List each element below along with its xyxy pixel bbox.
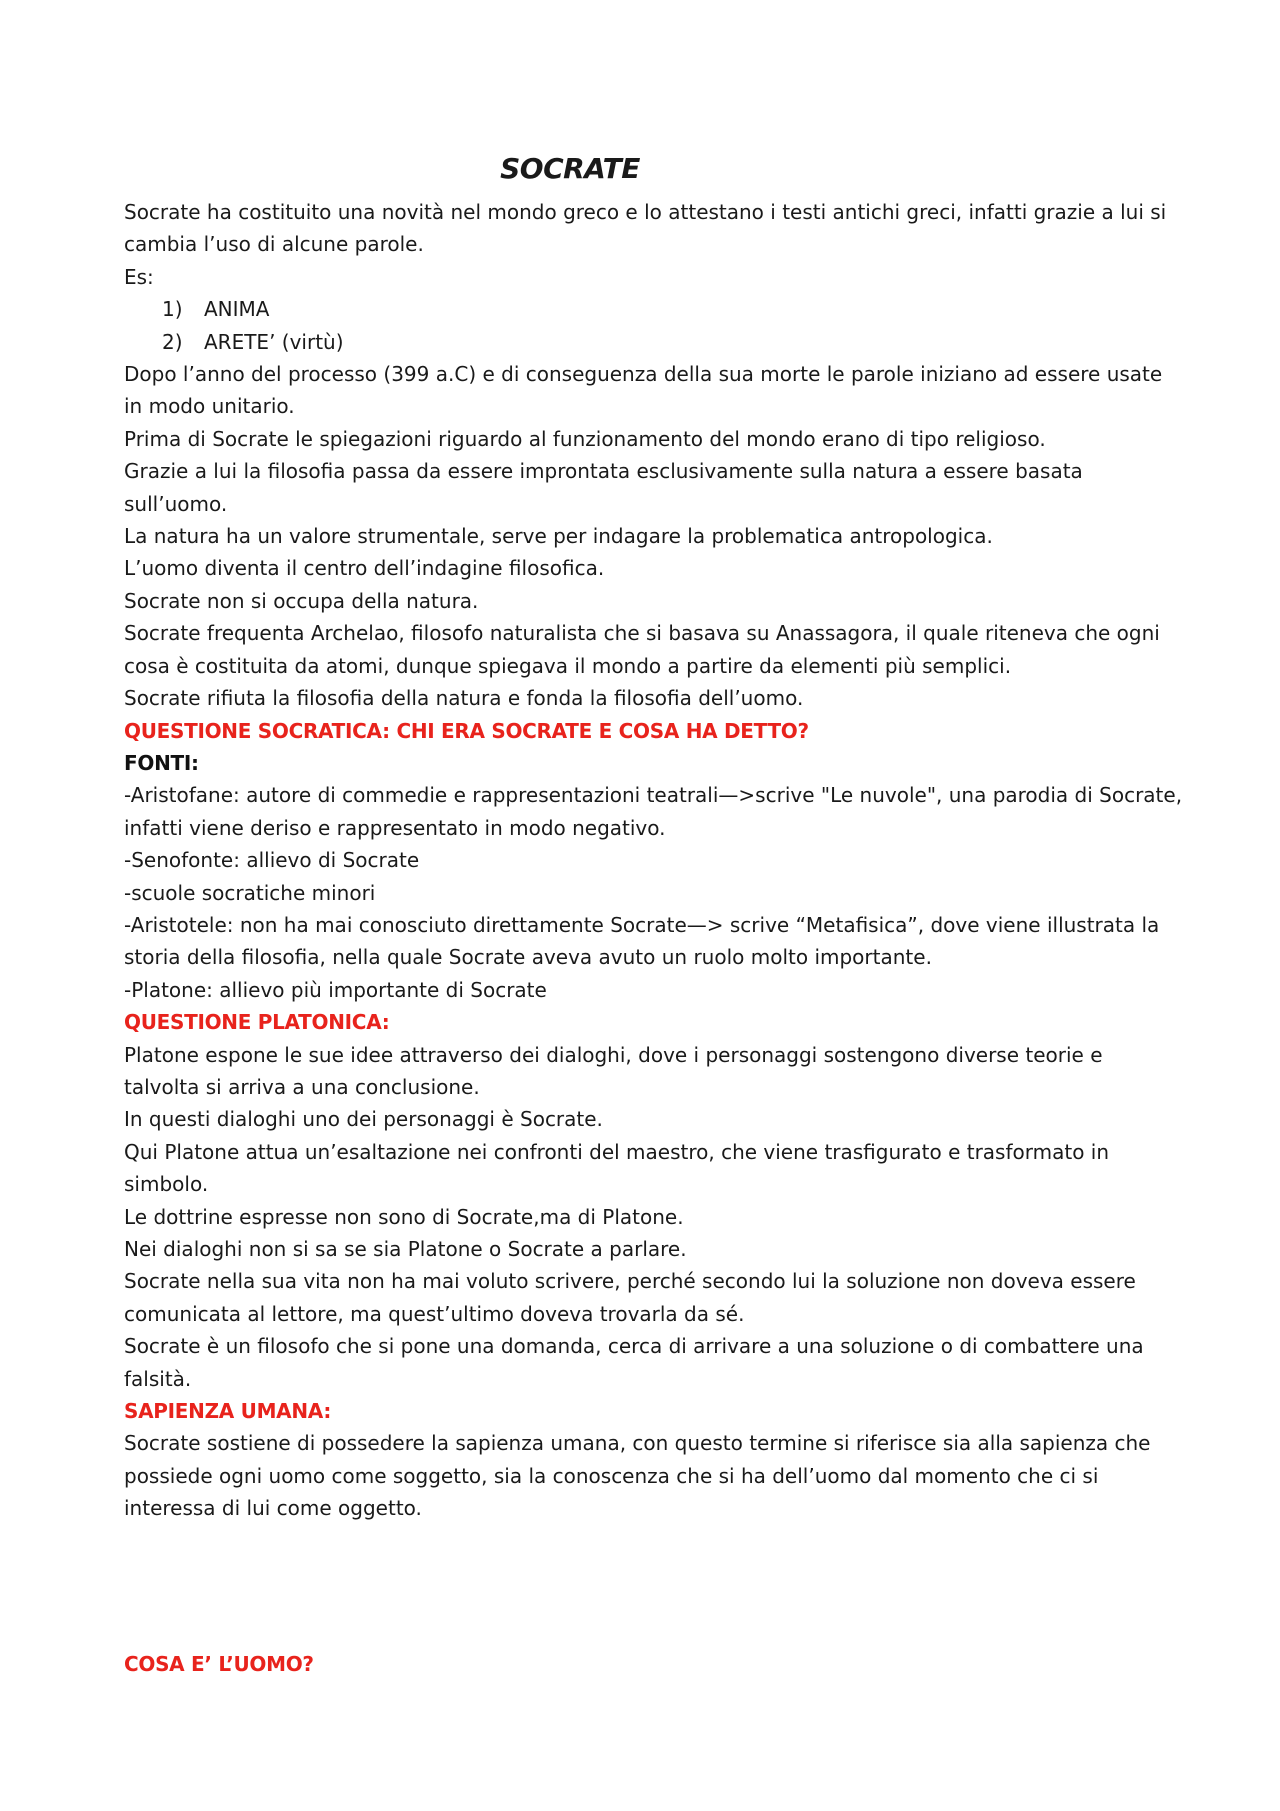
fonti-item: -scuole socratiche minori	[124, 880, 376, 905]
paragraph: La natura ha un valore strumentale, serve per indagare la problematica antropologica.	[124, 524, 993, 549]
fonti-item: -Platone: allievo più importante di Socrate	[124, 977, 547, 1002]
paragraph: Socrate frequenta Archelao, filosofo naturalista che si basava su Anassagora, il quale riteneva che ogni cosa è costituita da atomi, dunque spiegava il mondo a partire da elementi più semplici.	[124, 621, 1160, 678]
numbered-list	[124, 293, 1184, 358]
paragraph: Socrate non si occupa della natura.	[124, 588, 479, 613]
paragraph: Socrate sostiene di possedere la sapienza umana, con questo termine si riferisce sia alla sapienza che possiede ogni uomo come soggetto, sia la conoscenza che si ha dell’uomo dal momento che ci si interessa di lui come oggetto.	[124, 1431, 1151, 1521]
paragraph: Dopo l’anno del processo (399 a.C) e di conseguenza della sua morte le parole iniziano ad essere usate in modo unitario.	[124, 362, 1163, 419]
paragraph: Socrate è un filosofo che si pone una domanda, cerca di arrivare a una soluzione o di combattere una falsità.	[124, 1334, 1144, 1391]
section-heading-questione-platonica: QUESTIONE PLATONICA:	[124, 1010, 390, 1035]
paragraph: In questi dialoghi uno dei personaggi è Socrate.	[124, 1107, 603, 1132]
paragraph: Es:	[124, 264, 154, 289]
fonti-label: FONTI:	[124, 750, 199, 775]
list-item: ANIMA	[204, 297, 270, 322]
paragraph: Platone espone le sue idee attraverso dei dialoghi, dove i personaggi sostengono diverse teorie e talvolta si arriva a una conclusione.	[124, 1042, 1103, 1099]
paragraph: Grazie a lui la filosofia passa da essere improntata esclusivamente sulla natura a essere basata sull’uomo.	[124, 459, 1083, 516]
section-heading-cosa-e-luomo: COSA E’ L’UOMO?	[124, 1652, 314, 1676]
page-title: SOCRATE	[500, 152, 640, 185]
paragraph: Prima di Socrate le spiegazioni riguardo al funzionamento del mondo erano di tipo religioso.	[124, 426, 1046, 451]
paragraph: Socrate ha costituito una novità nel mondo greco e lo attestano i testi antichi greci, infatti grazie a lui si cambia l’uso di alcune parole.	[124, 200, 1167, 257]
section-heading-questione-socratica: QUESTIONE SOCRATICA: CHI ERA SOCRATE E COSA HA DETTO?	[124, 718, 809, 743]
fonti-item: -Aristotele: non ha mai conosciuto direttamente Socrate—> scrive “Metafisica”, dove viene illustrata la storia della filosofia, nella quale Socrate aveva avuto un ruolo molto importante.	[124, 912, 1160, 970]
paragraph: Qui Platone attua un’esaltazione nei confronti del maestro, che viene trasfigurato e trasformato in simbolo.	[124, 1139, 1110, 1197]
document-body	[124, 196, 1184, 1525]
paragraph: Socrate nella sua vita non ha mai voluto scrivere, perché secondo lui la soluzione non doveva essere comunicata al lettore, ma quest’ultimo doveva trovarla da sé.	[124, 1269, 1136, 1326]
section-heading-sapienza-umana: SAPIENZA UMANA:	[124, 1399, 332, 1424]
fonti-item: -Senofonte: allievo di Socrate	[124, 848, 420, 873]
fonti-item: -Aristofane: autore di commedie e rappresentazioni teatrali—>scrive "Le nuvole", una parodia di Socrate, infatti viene deriso e rappresentato in modo negativo.	[124, 783, 1183, 840]
paragraph: Nei dialoghi non si sa se sia Platone o Socrate a parlare.	[124, 1237, 687, 1261]
paragraph: L’uomo diventa il centro dell’indagine filosofica.	[124, 556, 605, 581]
paragraph: Le dottrine espresse non sono di Socrate,ma di Platone.	[124, 1204, 684, 1229]
paragraph: Socrate rifiuta la filosofia della natura e fonda la filosofia dell’uomo.	[124, 686, 804, 711]
list-item: ARETE’ (virtù)	[204, 329, 344, 354]
